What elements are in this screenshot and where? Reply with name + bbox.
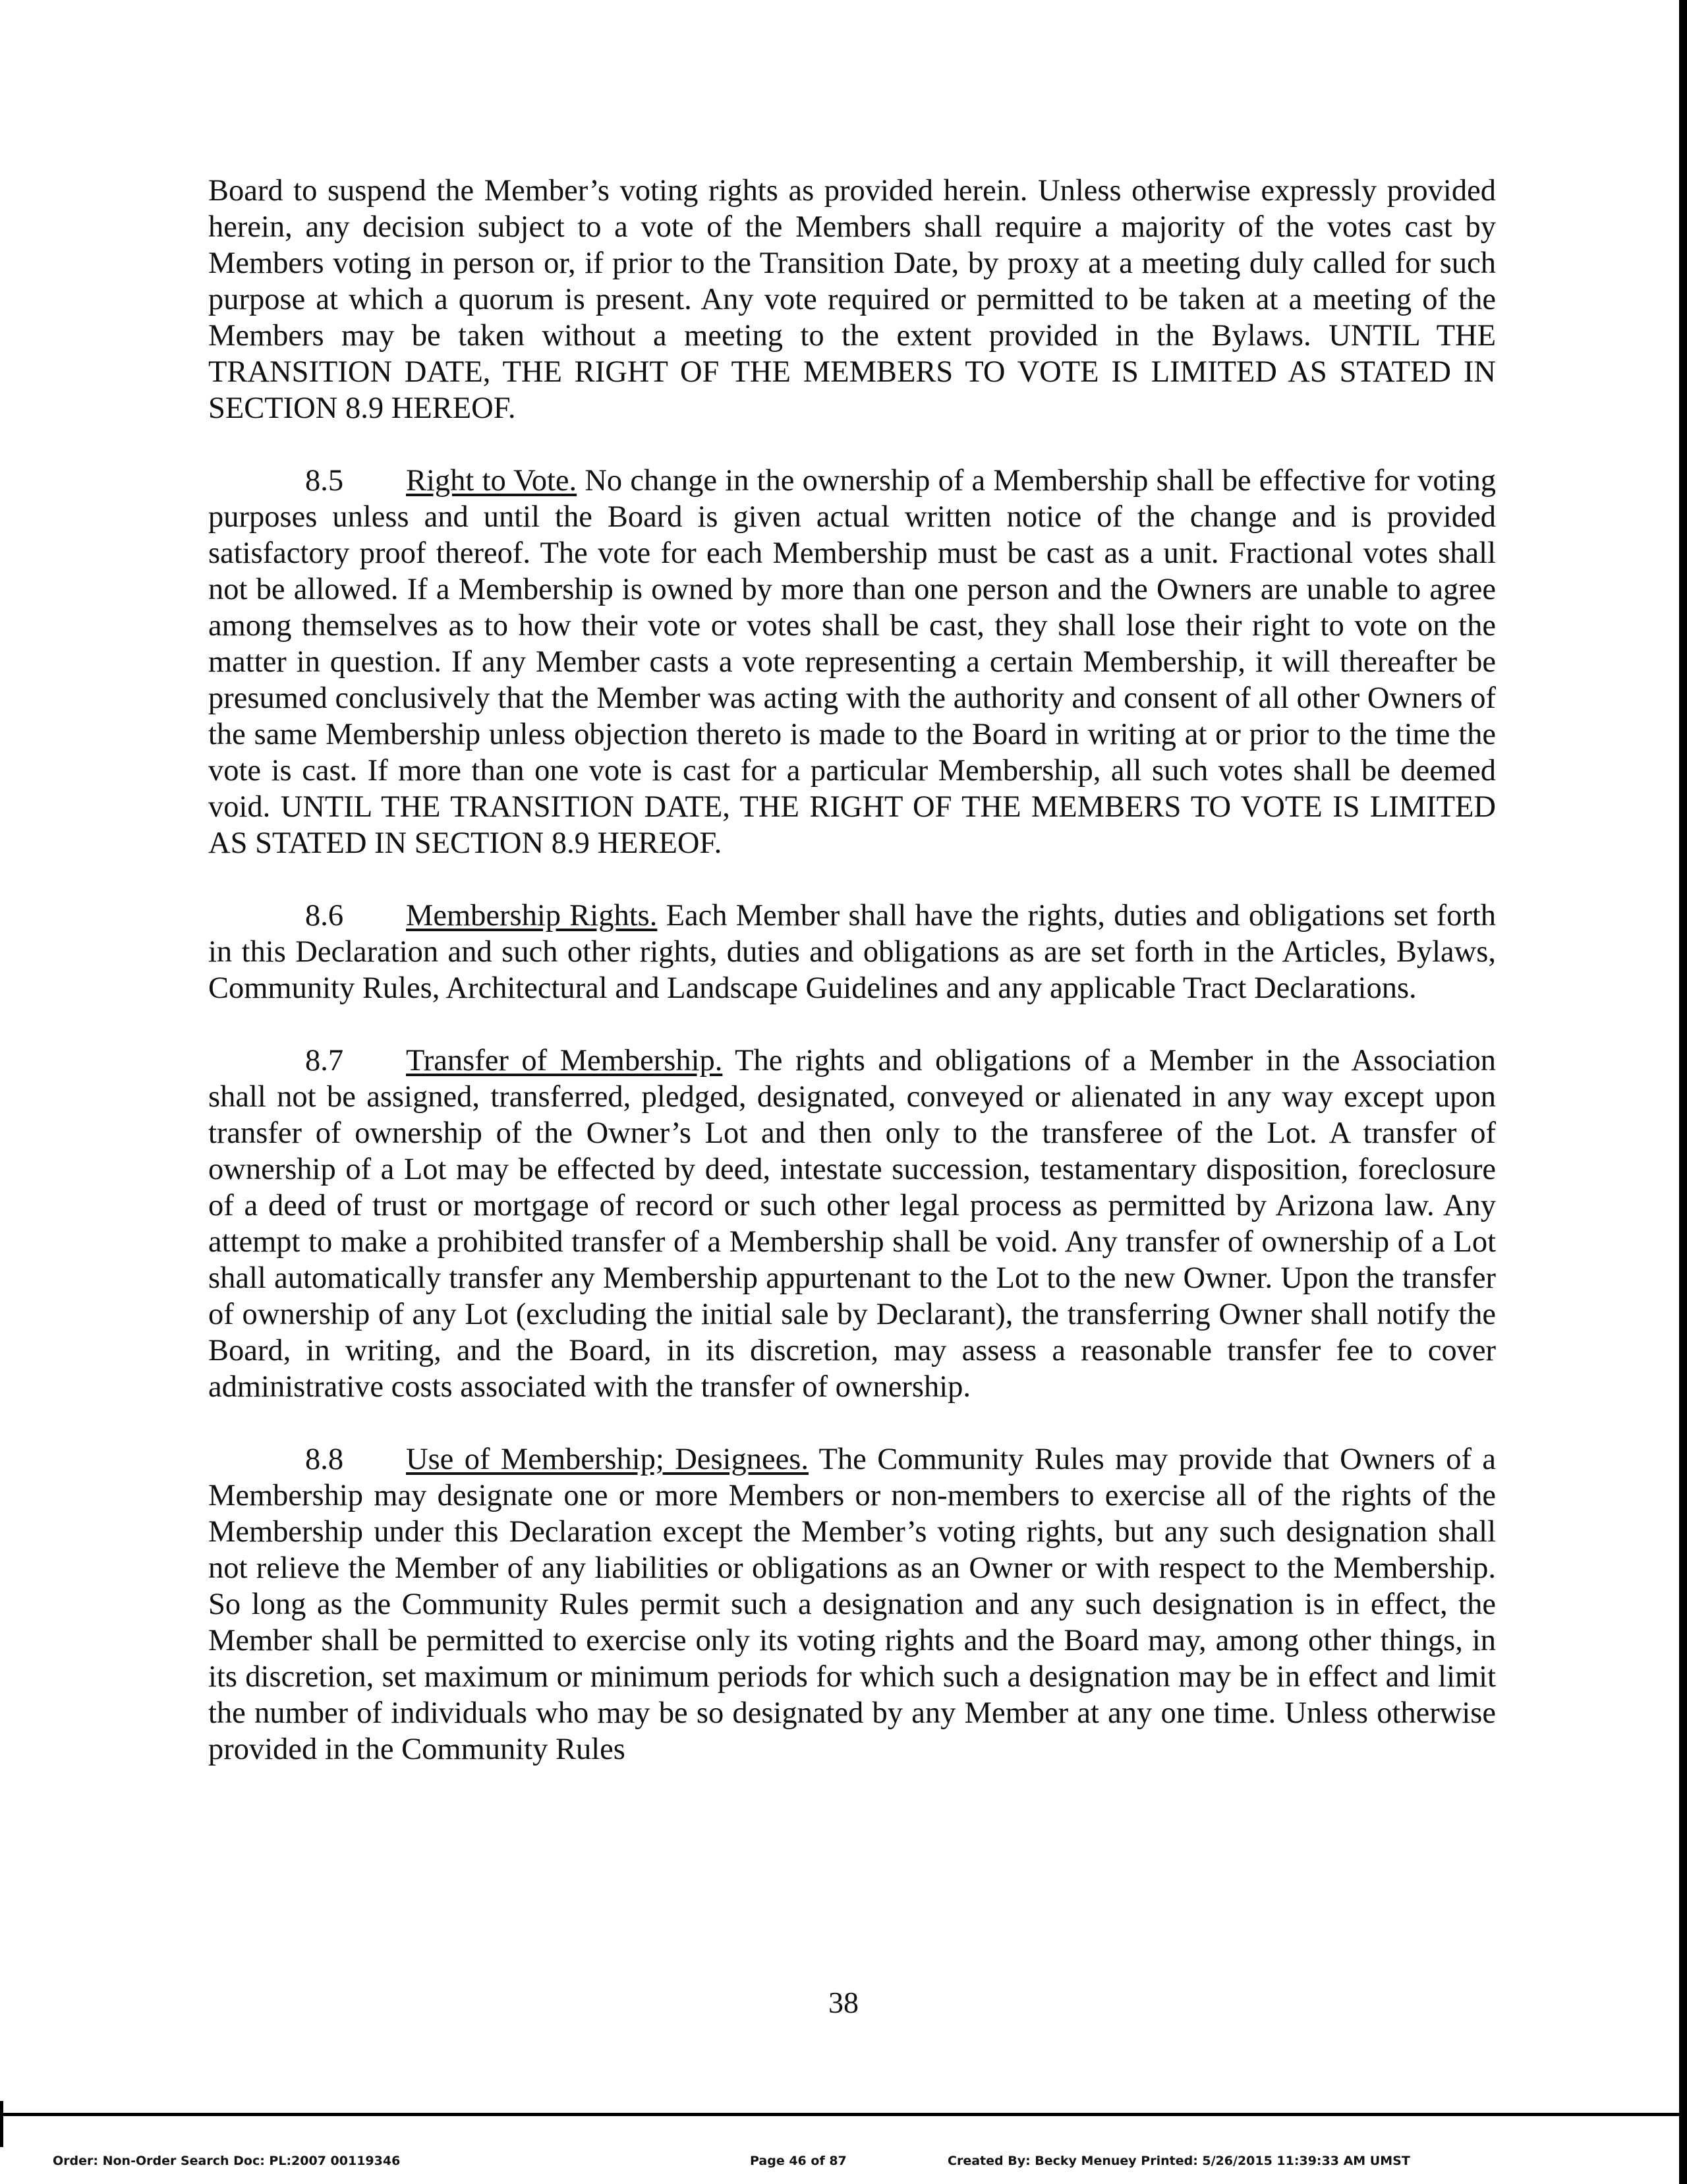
- paragraph-text: The Community Rules may provide that Owners of a Membership may designate one or more Members or non-members to exercise all of the rights of the Membership under this Declaration except the Member’s voting rights, but any such designation shall not relieve the Member of any liabilities or obligations as an Owner or with respect to the Membership. So long as the Community Rules permit such a designation and any such designation is in effect, the Member shall be permitted to exercise only its voting rights and the Board may, among other things, in its discretion, set maximum or minimum periods for which such a designation may be in effect and limit the number of individuals who may be so designated by any Member at any one time. Unless otherwise provided in the Community Rules: [208, 1443, 1496, 1766]
- paragraph-text: The rights and obligations of a Member in the Association shall not be assigned, transferred, pledged, designated, conveyed or alienated in any way except upon transfer of ownership of the Owner’s Lot and then only to the transferee of the Lot. A transfer of ownership of a Lot may be effected by deed, intestate succession, testamentary disposition, foreclosure of a deed of trust or mortgage of record or such other legal process as permitted by Arizona law. Any attempt to make a prohibited transfer of a Membership shall be void. Any transfer of ownership of a Lot shall automatically transfer any Membership appurtenant to the Lot to the new Owner. Upon the transfer of ownership of any Lot (excluding the initial sale by Declarant), the transferring Owner shall notify the Board, in writing, and the Board, in its discretion, may assess a reasonable transfer fee to cover administrative costs associated with the transfer of ownership.: [208, 1044, 1496, 1404]
- scan-edge-bar: [1679, 0, 1687, 2184]
- scan-edge-mark: [0, 2101, 3, 2147]
- section-number: 8.6: [305, 899, 344, 933]
- section-8-6: [208, 898, 1496, 1006]
- section-8-8: [208, 1441, 1496, 1767]
- print-footer: [0, 2154, 1679, 2173]
- section-8-5: [208, 463, 1496, 861]
- footer-created-by: Created By: Becky Menuey Printed: 5/26/2015 11:39:33 AM UMST: [948, 2154, 1410, 2168]
- footer-divider: [0, 2113, 1679, 2116]
- paragraph-continued: [208, 173, 1496, 426]
- section-number: 8.8: [305, 1443, 344, 1476]
- paragraph-text: Board to suspend the Member’s voting rights as provided herein. Unless otherwise expressly provided herein, any decision subject to a vote of the Members shall require a majority of the votes cast by Members voting in person or, if prior to the Transition Date, by proxy at a meeting duly called for such purpose at which a quorum is present. Any vote required or permitted to be taken at a meeting of the Members may be taken without a meeting to the extent provided in the Bylaws. UNTIL THE TRANSITION DATE, THE RIGHT OF THE MEMBERS TO VOTE IS LIMITED AS STATED IN SECTION 8.9 HEREOF.: [208, 174, 1496, 425]
- page-number: 38: [828, 1986, 859, 2019]
- section-heading: Membership Rights.: [406, 899, 658, 933]
- paragraph-text: Each Member shall have the rights, duties and obligations set forth in this Declaration and such other rights, duties and obligations as are set forth in the Articles, Bylaws, Community Rules, Architectural and Landscape Guidelines and any applicable Tract Declarations.: [208, 899, 1497, 1005]
- section-heading: Right to Vote.: [406, 464, 577, 498]
- document-body: [208, 173, 1496, 1804]
- paragraph-text: No change in the ownership of a Membership shall be effective for voting purposes unless and until the Board is given actual written notice of the change and is provided satisfactory proof thereof. The vote for each Membership must be cast as a unit. Fractional votes shall not be allowed. If a Membership is owned by more than one person and the Owners are unable to agree among themselves as to how their vote or votes shall be cast, they shall lose their right to vote on the matter in question. If any Member casts a vote representing a certain Membership, it will thereafter be presumed conclusively that the Member was acting with the authority and consent of all other Owners of the same Membership unless objection thereto is made to the Board in writing at or prior to the time the vote is cast. If more than one vote is cast for a particular Membership, all such votes shall be deemed void. UNTIL THE TRANSITION DATE, THE RIGHT OF THE MEMBERS TO VOTE IS LIMITED AS STATED IN SECTION 8.9 HEREOF.: [208, 464, 1497, 860]
- section-number: 8.7: [305, 1044, 344, 1078]
- section-heading: Use of Membership; Designees.: [406, 1443, 809, 1476]
- section-heading: Transfer of Membership.: [406, 1044, 723, 1078]
- footer-order-info: Order: Non-Order Search Doc: PL:2007 00119346: [53, 2154, 401, 2168]
- footer-page-count: Page 46 of 87: [750, 2154, 847, 2168]
- section-8-7: [208, 1043, 1496, 1405]
- section-number: 8.5: [305, 464, 344, 498]
